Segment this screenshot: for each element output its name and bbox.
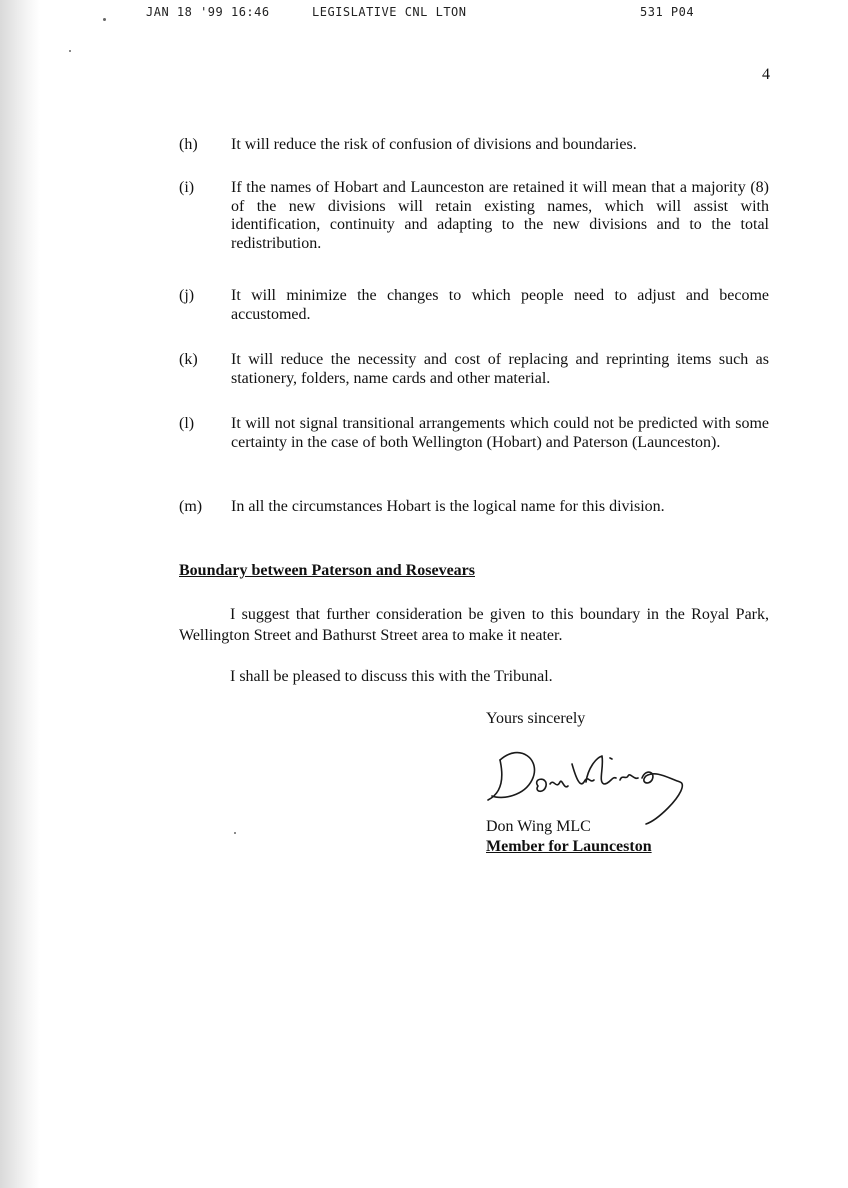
list-item-label: (j) [179, 287, 195, 304]
list-item-j [179, 287, 769, 324]
body-paragraph: I suggest that further consideration be given to this boundary in the Royal Park, Wellington Street and Bathurst Street area to make it neater. [179, 606, 769, 644]
fax-header [146, 5, 746, 21]
scan-shadow-edge [0, 0, 40, 1188]
scan-speck [69, 50, 71, 52]
body-paragraph: I shall be pleased to discuss this with the Tribunal. [230, 668, 553, 685]
list-item-text: In all the circumstances Hobart is the logical name for this division. [231, 498, 665, 515]
list-item-label: (i) [179, 179, 195, 196]
list-item-m [179, 498, 769, 517]
fax-header-date: JAN 18 '99 16:46 [146, 5, 270, 19]
scan-speck [234, 832, 236, 834]
list-item-text: If the names of Hobart and Launceston are retained it will mean that a majority (8) of the new divisions will retain existing names, which will assist with identification, continuity and adapting to the new divisions and to the total redistribution. [231, 179, 769, 252]
list-item-text: It will minimize the changes to which people need to adjust and become accustomed. [231, 287, 769, 323]
list-item-label: (k) [179, 351, 198, 368]
section-heading: Boundary between Paterson and Rosevears [179, 562, 475, 579]
list-item-text: It will reduce the necessity and cost of replacing and reprinting items such as stationery, folders, name cards and other material. [231, 351, 769, 387]
fax-header-sender: LEGISLATIVE CNL LTON [312, 5, 467, 19]
list-item-k [179, 351, 769, 388]
handwritten-signature [480, 738, 700, 830]
list-item-label: (m) [179, 498, 203, 515]
list-item-h [179, 136, 769, 155]
closing-salutation: Yours sincerely [486, 710, 586, 727]
signatory-title: Member for Launceston [486, 838, 652, 855]
scan-speck [103, 18, 106, 21]
list-item-text: It will reduce the risk of confusion of divisions and boundaries. [231, 136, 637, 153]
list-item-text: It will not signal transitional arrangements which could not be predicted with some certainty in the case of both Wellington (Hobart) and Paterson (Launceston). [231, 415, 769, 451]
list-item-l [179, 415, 769, 452]
fax-header-page-code: 531 P04 [640, 5, 695, 19]
list-item-label: (h) [179, 136, 198, 153]
signatory-name: Don Wing MLC [486, 818, 591, 835]
list-item-i [179, 179, 769, 253]
page-number: 4 [762, 66, 770, 83]
list-item-label: (l) [179, 415, 195, 432]
